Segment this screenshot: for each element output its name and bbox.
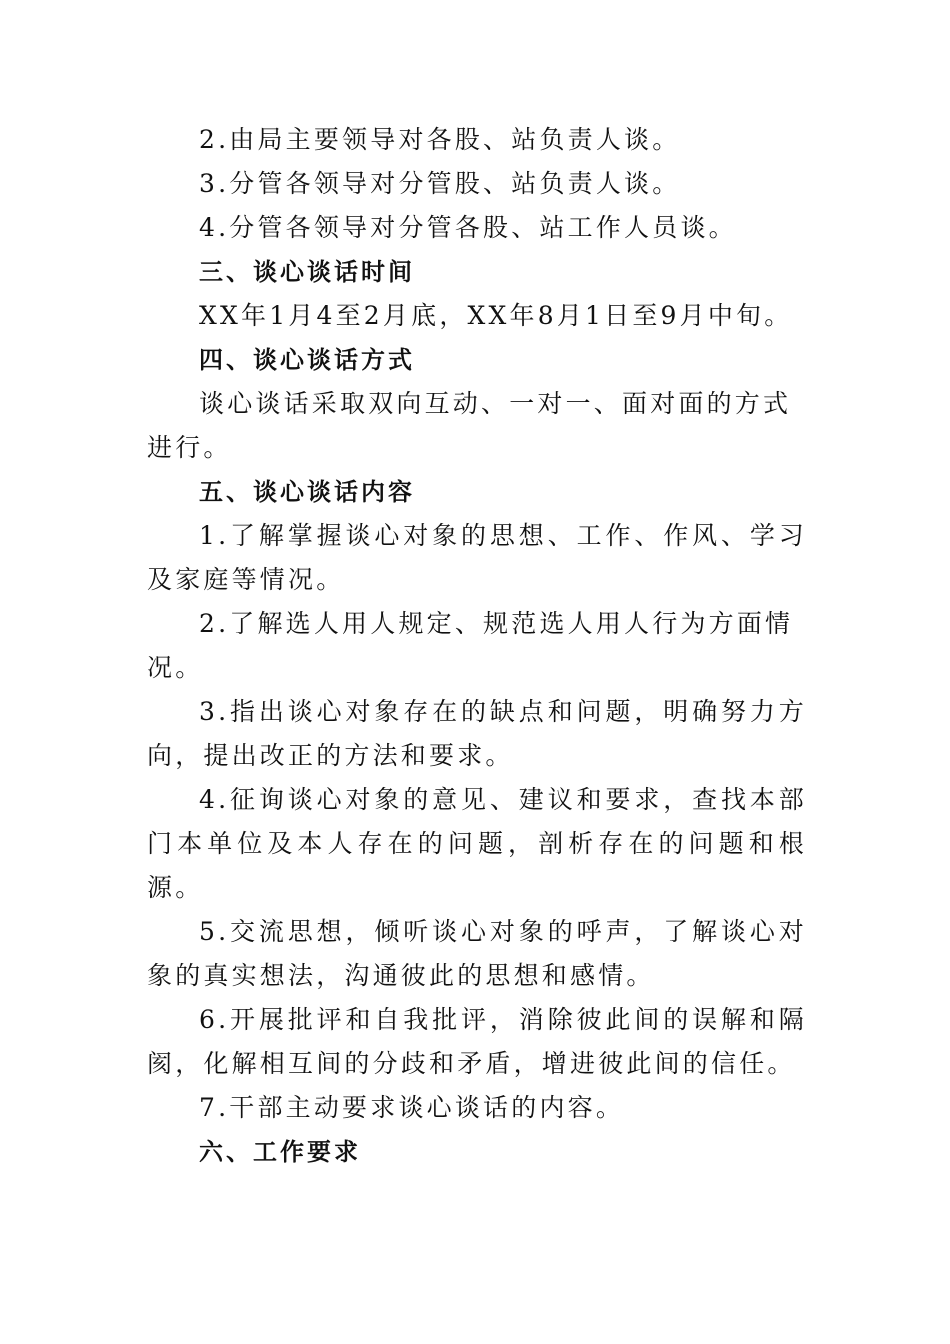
content-item-7: 7.干部主动要求谈心谈话的内容。 [199, 1093, 625, 1122]
section-heading-content: 五、谈心谈话内容 [199, 478, 415, 506]
section-heading-method: 四、谈心谈话方式 [199, 346, 415, 374]
content-item-4: 4.征询谈心对象的意见、建议和要求，查找本部门本单位及本人存在的问题，剖析存在的问题和根源。 [147, 785, 807, 902]
content-item-3: 3.指出谈心对象存在的缺点和问题，明确努力方向，提出改正的方法和要求。 [147, 697, 807, 770]
paragraph-method: 谈心谈话采取双向互动、一对一、面对面的方式进行。 [147, 389, 792, 462]
paragraph-time: XX年1月4至2月底，XX年8月1日至9月中旬。 [199, 301, 793, 330]
content-item-6: 6.开展批评和自我批评，消除彼此间的误解和隔阂，化解相互间的分歧和矛盾，增进彼此间的信任。 [147, 1005, 807, 1078]
section-heading-time: 三、谈心谈话时间 [199, 258, 415, 286]
content-item-2: 2.了解选人用人规定、规范选人用人行为方面情况。 [147, 609, 794, 682]
section-heading-requirements: 六、工作要求 [199, 1138, 361, 1166]
content-item-1: 1.了解掌握谈心对象的思想、工作、作风、学习及家庭等情况。 [147, 521, 807, 594]
paragraph-item-2: 2.由局主要领导对各股、站负责人谈。 [199, 125, 681, 154]
paragraph-item-3: 3.分管各领导对分管股、站负责人谈。 [199, 169, 681, 198]
content-item-5: 5.交流思想，倾听谈心对象的呼声，了解谈心对象的真实想法，沟通彼此的思想和感情。 [147, 917, 807, 990]
document-body [147, 118, 807, 1174]
paragraph-item-4: 4.分管各领导对分管各股、站工作人员谈。 [199, 213, 737, 242]
